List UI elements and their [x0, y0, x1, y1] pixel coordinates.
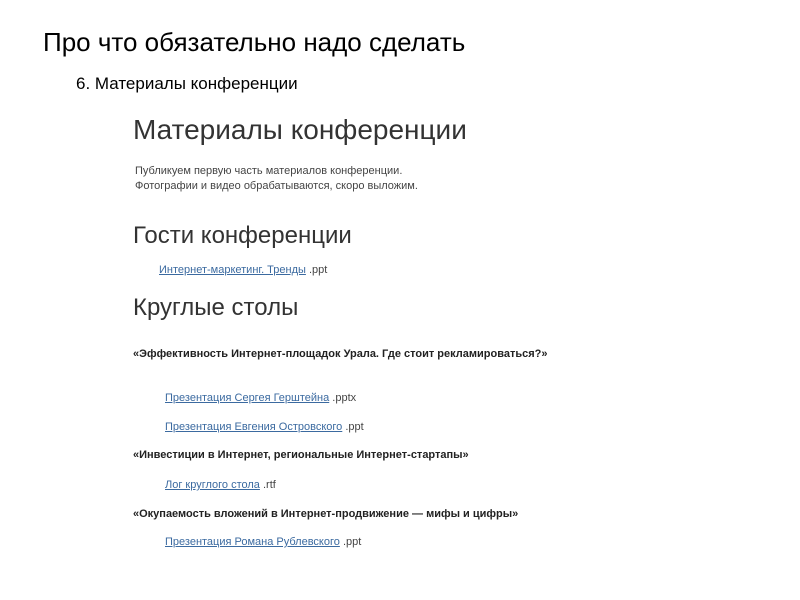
- file-link[interactable]: Интернет-маркетинг. Тренды: [159, 264, 306, 276]
- file-link[interactable]: Презентация Сергея Герштейна: [165, 392, 330, 404]
- file-extension: .rtf: [262, 479, 276, 491]
- file-item: [159, 264, 327, 276]
- page-heading: Материалы конференции: [133, 114, 467, 145]
- roundtables-heading: Круглые столы: [133, 294, 299, 321]
- slide-subtitle: 6. Материалы конференции: [76, 74, 298, 93]
- file-extension: .ppt: [345, 421, 364, 433]
- intro-text: [135, 164, 418, 194]
- file-link[interactable]: Лог круглого стола: [165, 479, 260, 491]
- file-item: [165, 479, 276, 491]
- intro-line: Фотографии и видео обрабатываются, скоро выложим.: [135, 180, 418, 192]
- file-item: [165, 421, 364, 433]
- file-link[interactable]: Презентация Евгения Островского: [165, 421, 343, 433]
- file-extension: .pptx: [332, 392, 357, 404]
- guests-heading: Гости конференции: [133, 222, 352, 249]
- file-item: [165, 536, 361, 548]
- file-link[interactable]: Презентация Романа Рублевского: [165, 536, 340, 548]
- roundtable-topic: «Окупаемость вложений в Интернет-продвижение — мифы и цифры»: [133, 508, 519, 520]
- intro-line: Публикуем первую часть материалов конференции.: [135, 165, 403, 177]
- slide-title: Про что обязательно надо сделать: [43, 27, 466, 57]
- roundtable-topic: «Инвестиции в Интернет, региональные Интернет-стартапы»: [133, 449, 469, 461]
- roundtable-topic: «Эффективность Интернет-площадок Урала. Где стоит рекламироваться?»: [133, 348, 548, 360]
- file-extension: .ppt: [308, 264, 328, 276]
- file-item: [165, 392, 356, 404]
- file-extension: .ppt: [342, 536, 362, 548]
